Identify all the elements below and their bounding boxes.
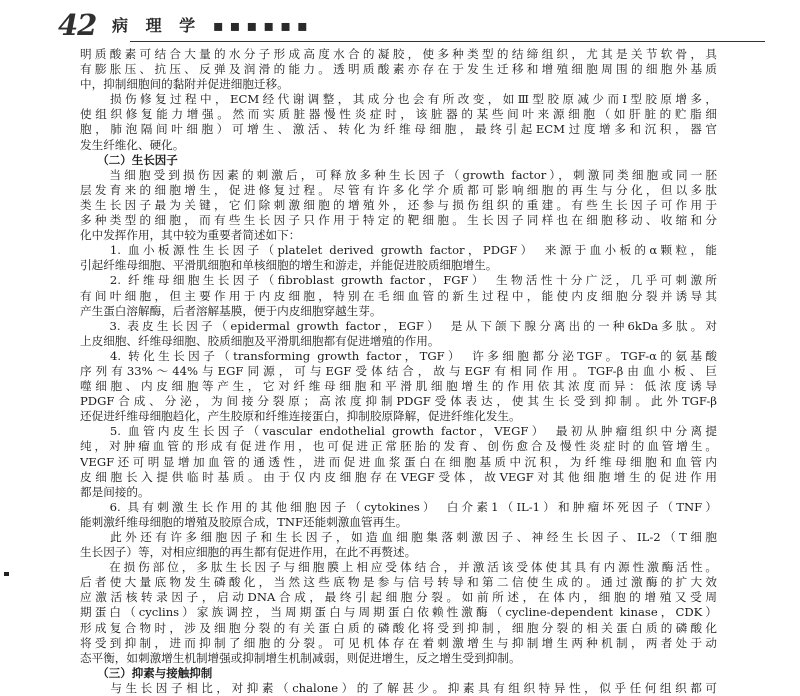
text-line: 还促进纤维母细胞趋化，产生胶原和纤维连接蛋白，抑制胶原降解，促进纤维化发生。 — [80, 409, 521, 424]
text-line: 4. 转化生长因子（transforming growth factor，TGF） 许多细胞都分泌TGF。TGF-α的氨基酸 — [80, 348, 717, 363]
text-line: 期蛋白（cyclins）家族调控，当周期蛋白与周期蛋白依赖性激酶（cycline-dependent kinase，CDK） — [80, 605, 717, 620]
margin-mark — [4, 572, 9, 576]
text-line: PDGF合成、分泌，为间接分裂原；高浓度抑制PDGF受体表达，使其生长受到抑制。此外TGF-β — [80, 394, 717, 409]
text-line: 有膨胀压、抗压、反弹及润滑的能力。透明质酸素亦存在于发生迁移和增殖细胞周围的细胞外基质 — [80, 62, 717, 77]
text-line: 与生长因子相比，对抑素（chalone）的了解甚少。抑素具有组织特异性，似乎任何组织都可 — [80, 680, 717, 695]
text-line: 损伤修复过程中，ECM经代谢调整，其成分也会有所改变，如Ⅲ型胶原减少而Ⅰ型胶原增多， — [80, 92, 717, 107]
text-line: 皮细胞长入提供临时基质。由于仅内皮细胞存在VEGF受体，故VEGF对其他细胞增生的促进作用 — [80, 469, 717, 484]
page-number: 42 — [58, 8, 97, 42]
text-line: 有间叶细胞，但主要作用于内皮细胞，特别在毛细血管的新生过程中，能使内皮细胞分裂并诱导其 — [80, 288, 717, 303]
text-line: 应激活核转录因子，启动DNA合成，最终引起细胞分裂。如前所述，在体内，细胞的增殖又受周 — [80, 590, 717, 605]
text-line: 层发育来的细胞增生，促进修复过程。尽管有许多化学介质都可影响细胞的再生与分化，但以多肽 — [80, 182, 717, 197]
text-line: VEGF还可明显增加血管的通透性，进而促进血浆蛋白在细胞基质中沉积，为纤维母细胞和血管内 — [80, 454, 717, 469]
book-title: 病 理 学 ▪▪▪▪▪▪ — [112, 16, 314, 35]
text-line: 都是间接的。 — [80, 484, 150, 499]
text-line: 生长因子）等，对相应细胞的再生都有促进作用，在此不再赘述。 — [80, 545, 417, 560]
text-line: 2. 纤维母细胞生长因子（fibroblast growth factor，FGF） 生物活性十分广泛，几乎可刺激所 — [80, 273, 717, 288]
text-line: 将受到抑制，进而抑制了细胞的分裂。可见机体存在着刺激增生与抑制增生两种机制，两者处于动 — [80, 635, 717, 650]
text-line: 在损伤部位，多肽生长因子与细胞膜上相应受体结合，并激活该受体使其具有内源性激酶活性。 — [80, 560, 717, 575]
text-line: 5. 血管内皮生长因子（vascular endothelial growth factor，VEGF） 最初从肿瘤组织中分离提 — [80, 424, 717, 439]
text-line: 序列有33%～44%与EGF同源，可与EGF受体结合，故与EGF有相同作用。TGF-β由血小板、巨 — [80, 363, 717, 378]
text-line: 此外还有许多细胞因子和生长因子，如造血细胞集落刺激因子、神经生长因子、IL-2（T细胞 — [80, 530, 717, 544]
text-line: 形成复合物时，涉及细胞分裂的有关蛋白质的磷酸化将受到抑制，细胞分裂的相关蛋白质的磷酸化 — [80, 620, 717, 635]
text-line: 引起纤维母细胞、平滑肌细胞和单核细胞的增生和游走，并能促进胶质细胞增生。 — [80, 258, 498, 273]
text-line: 6. 具有刺激生长作用的其他细胞因子（cytokines） 白介素1（IL-1）和肿瘤坏死因子（TNF） — [80, 499, 717, 514]
text-line: 能刺激纤维母细胞的增殖及胶原合成，TNF还能刺激血管再生。 — [80, 514, 408, 529]
text-line: 纯，对肿瘤血管的形成有促进作用，也可促进正常胚胎的发育、创伤愈合及慢性炎症时的血管增生。 — [80, 439, 717, 454]
text-line: 当细胞受到损伤因素的刺激后，可释放多种生长因子（growth factor），刺激同类细胞或同一胚 — [80, 167, 717, 182]
text-line: 发生纤维化、硬化。 — [80, 137, 185, 152]
text-line: 噬细胞、内皮细胞等产生，它对纤维母细胞和平滑肌细胞增生的作用依其浓度而异：低浓度诱导 — [80, 379, 717, 394]
text-line: 后者使大量底物发生磷酸化，当然这些底物是参与信号转导和第二信使生成的。通过激酶的扩大效 — [80, 575, 717, 590]
text-line: 类生长因子最为关键，它们除刺激细胞的增殖外，还参与损伤组织的重建。有些生长因子可作用于 — [80, 197, 717, 212]
text-line: 中，抑制细胞间的黏附并促进细胞迁移。 — [80, 77, 289, 92]
text-line: 多种类型的细胞，而有些生长因子只作用于特定的靶细胞。生长因子同样也在细胞移动、收缩和分 — [80, 213, 717, 228]
text-line: 产生蛋白溶解酶，后者溶解基膜，便于内皮细胞穿越生芽。 — [80, 303, 382, 318]
page-header — [58, 8, 758, 48]
text-line: 明质酸素可结合大量的水分子形成高度水合的凝胶，使多种类型的结缔组织，尤其是关节软骨，具 — [80, 47, 717, 61]
text-line: 上皮细胞、纤维母细胞、胶质细胞及平滑肌细胞都有促进增殖的作用。 — [80, 333, 440, 348]
body-text — [80, 47, 717, 696]
section-heading: （二）生长因子 — [80, 152, 178, 167]
text-line: 化中发挥作用，其中较为重要者简述如下： — [80, 228, 301, 243]
text-line: 态平衡，如刺激增生机制增强或抑制增生机制减弱，则促进增生，反之增生受到抑制。 — [80, 650, 521, 665]
text-line: 胞，肺泡隔间叶细胞）可增生、激活、转化为纤维母细胞，最终引起ECM过度增多和沉积，器官 — [80, 122, 717, 137]
text-line: 3. 表皮生长因子（epidermal growth factor，EGF） 是从下颌下腺分离出的一种6kDa多肽。对 — [80, 318, 717, 333]
header-rule — [130, 41, 765, 42]
text-line: 使组织修复能力增强。然而实质脏器慢性炎症时，该脏器的某些间叶来源细胞（如肝脏的贮脂细 — [80, 107, 717, 122]
section-heading: （三）抑素与接触抑制 — [80, 665, 213, 680]
text-line: 1. 血小板源性生长因子（platelet derived growth factor，PDGF） 来源于血小板的α颗粒，能 — [80, 243, 717, 258]
